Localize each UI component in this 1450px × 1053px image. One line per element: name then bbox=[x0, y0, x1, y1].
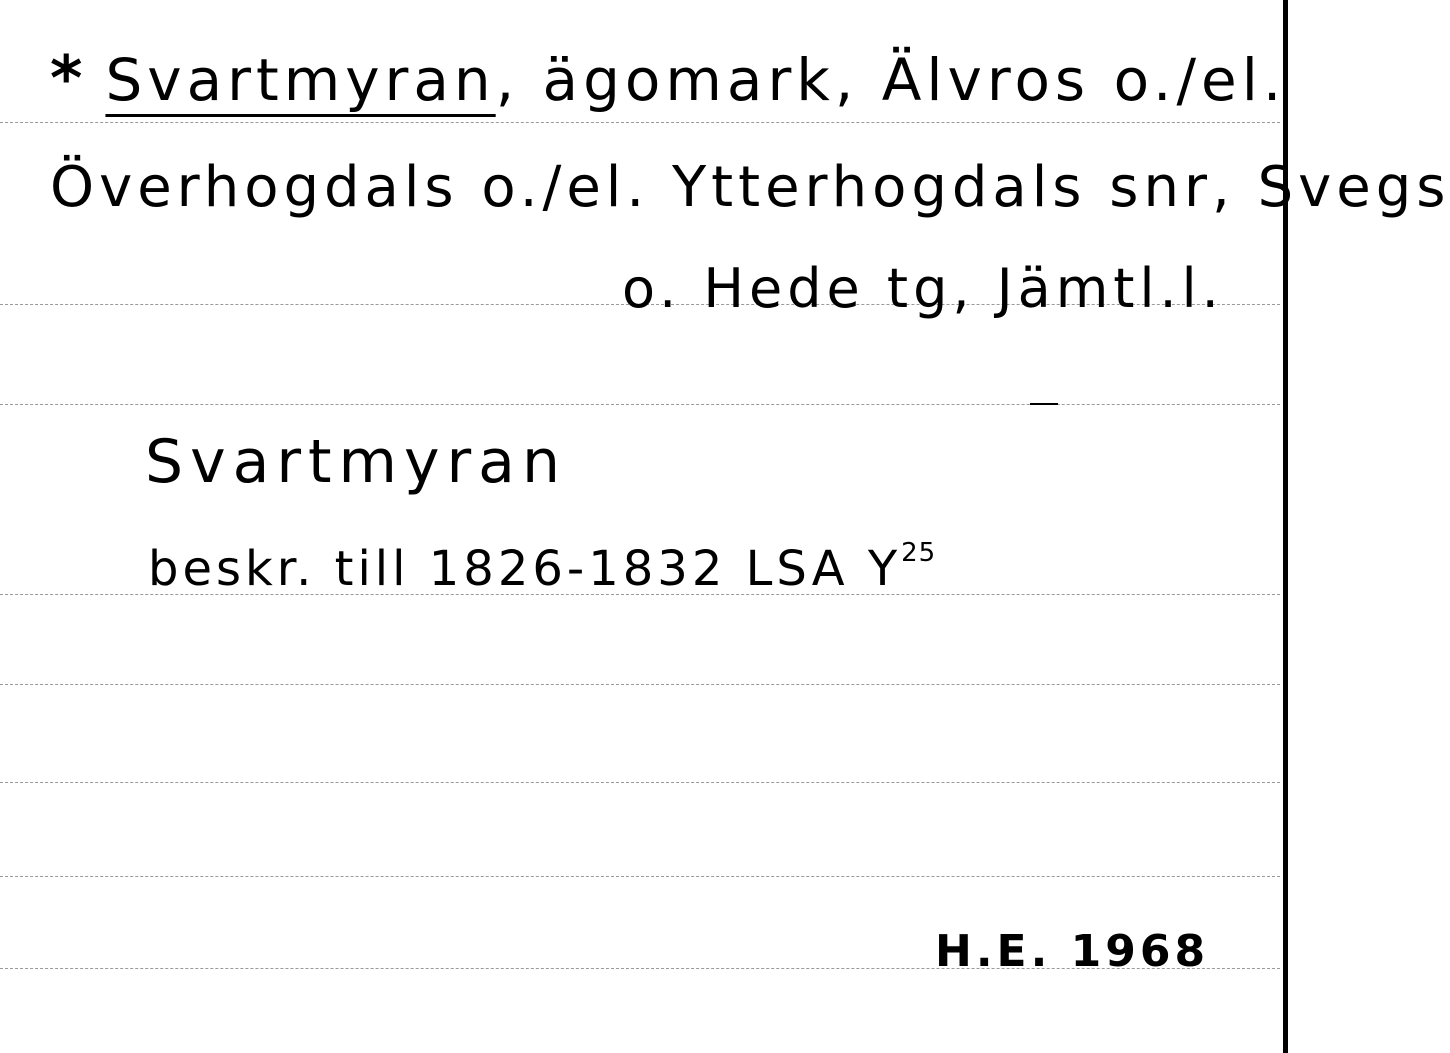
asterisk-marker: * bbox=[50, 42, 88, 115]
ruled-line bbox=[0, 122, 1280, 123]
entry-line-2: Överhogdals o./el. Ytterhogdals snr, Svegs bbox=[50, 155, 1450, 220]
headword: Svartmyran bbox=[105, 46, 496, 114]
ruled-line bbox=[0, 782, 1280, 783]
ruled-line bbox=[0, 684, 1280, 685]
source-superscript: 25 bbox=[901, 538, 937, 568]
ruled-line bbox=[0, 404, 1280, 405]
name-form: Svartmyran bbox=[145, 427, 567, 497]
source-text: beskr. till 1826-1832 LSA Y bbox=[148, 541, 902, 597]
entry-line-3: o. Hede tg, Jämtl.l. bbox=[622, 257, 1224, 320]
signature: H.E. 1968 bbox=[935, 926, 1210, 977]
ruled-line bbox=[0, 876, 1280, 877]
dash-mark bbox=[1030, 403, 1058, 405]
entry-line-1 bbox=[50, 42, 1287, 115]
entry-line-1-rest: , ägomark, Älvros o./el. bbox=[495, 46, 1287, 114]
source-reference bbox=[148, 538, 937, 597]
